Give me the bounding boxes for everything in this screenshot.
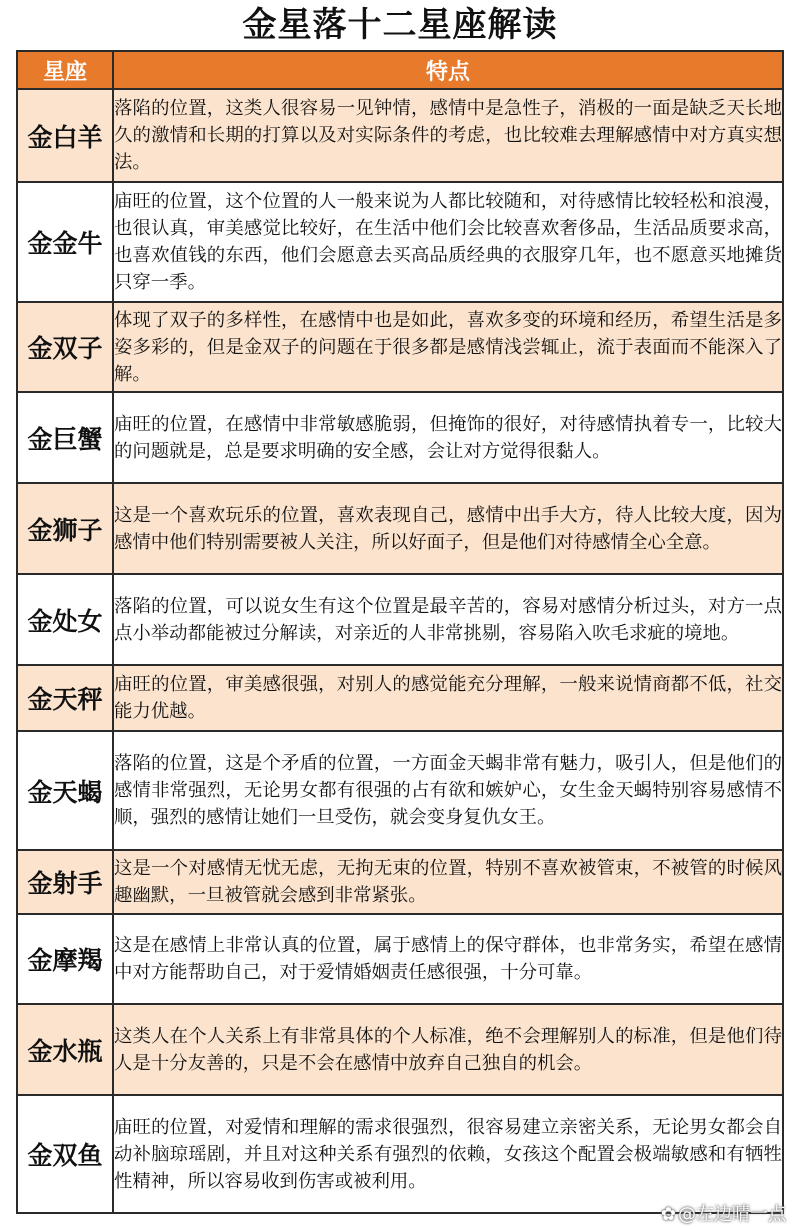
trait-cell: 这是一个喜欢玩乐的位置，喜欢表现自己，感情中出手大方，待人比较大度，因为感情中他们特别需要被人关注，所以好面子，但是他们对待感情全心全意。 (113, 483, 783, 574)
sign-cell: 金射手 (17, 850, 113, 914)
sign-cell: 金处女 (17, 574, 113, 665)
trait-cell: 庙旺的位置，这个位置的人一般来说为人都比较随和，对待感情比较轻松和浪漫，也很认真，审美感觉比较好，在生活中他们会比较喜欢奢侈品，生活品质要求高，也喜欢值钱的东西，他们会愿意去买高品质经典的衣服穿几年，也不愿意买地摊货只穿一季。 (113, 182, 783, 302)
table-row (17, 665, 783, 731)
sign-cell: 金狮子 (17, 483, 113, 574)
sign-cell: 金双鱼 (17, 1095, 113, 1213)
sign-cell: 金天秤 (17, 665, 113, 731)
table-row (17, 850, 783, 914)
table-row (17, 1095, 783, 1213)
header-trait: 特点 (113, 51, 783, 89)
trait-cell: 落陷的位置，这类人很容易一见钟情，感情中是急性子，消极的一面是缺乏天长地久的激情和长期的打算以及对实际条件的考虑，也比较难去理解感情中对方真实想法。 (113, 89, 783, 182)
watermark-text: @左边晴一点 (678, 1204, 786, 1225)
table-row (17, 483, 783, 574)
trait-cell: 庙旺的位置，对爱情和理解的需求很强烈，很容易建立亲密关系，无论男女都会自动补脑琼瑶剧，并且对这种关系有强烈的依赖，女孩这个配置会极端敏感和有牺牲性精神，所以容易收到伤害或被利用。 (113, 1095, 783, 1213)
trait-cell: 这是在感情上非常认真的位置，属于感情上的保守群体，也非常务实，希望在感情中对方能帮助自己，对于爱情婚姻责任感很强，十分可靠。 (113, 914, 783, 1004)
sign-cell: 金白羊 (17, 89, 113, 182)
table-row (17, 731, 783, 850)
sign-cell: 金摩羯 (17, 914, 113, 1004)
table-row (17, 914, 783, 1004)
table-row (17, 392, 783, 483)
trait-cell: 落陷的位置，可以说女生有这个位置是最辛苦的，容易对感情分析过头，对方一点点小举动都能被过分解读，对亲近的人非常挑剔，容易陷入吹毛求疵的境地。 (113, 574, 783, 665)
sign-cell: 金水瓶 (17, 1004, 113, 1095)
table-row (17, 1004, 783, 1095)
trait-cell: 这类人在个人关系上有非常具体的个人标准，绝不会理解别人的标准，但是他们待人是十分友善的，只是不会在感情中放弃自己独自的机会。 (113, 1004, 783, 1095)
watermark (661, 1200, 786, 1226)
trait-cell: 落陷的位置，这是个矛盾的位置，一方面金天蝎非常有魅力，吸引人，但是他们的感情非常强烈，无论男女都有很强的占有欲和嫉妒心，女生金天蝎特别容易感情不顺，强烈的感情让她们一旦受伤，就会变身复仇女王。 (113, 731, 783, 850)
table-row (17, 574, 783, 665)
page-title: 金星落十二星座解读 (242, 5, 558, 45)
venus-sign-table (16, 50, 784, 1214)
sign-cell: 金双子 (17, 302, 113, 392)
table-row (17, 89, 783, 182)
table-row (17, 182, 783, 302)
sign-cell: 金巨蟹 (17, 392, 113, 483)
sign-cell: 金金牛 (17, 182, 113, 302)
trait-cell: 这是一个对感情无忧无虑，无拘无束的位置，特别不喜欢被管束，不被管的时候风趣幽默，一旦被管就会感到非常紧张。 (113, 850, 783, 914)
header-sign: 星座 (17, 51, 113, 89)
trait-cell: 体现了双子的多样性，在感情中也是如此，喜欢多变的环境和经历，希望生活是多姿多彩的，但是金双子的问题在于很多都是感情浅尝辄止，流于表面而不能深入了解。 (113, 302, 783, 392)
watermark-logo-icon: ✿ (660, 1204, 676, 1225)
trait-cell: 庙旺的位置，在感情中非常敏感脆弱，但掩饰的很好，对待感情执着专一，比较大的问题就是，总是要求明确的安全感，会让对方觉得很黏人。 (113, 392, 783, 483)
sign-cell: 金天蝎 (17, 731, 113, 850)
table-row (17, 302, 783, 392)
trait-cell: 庙旺的位置，审美感很强，对别人的感觉能充分理解，一般来说情商都不低，社交能力优越。 (113, 665, 783, 731)
